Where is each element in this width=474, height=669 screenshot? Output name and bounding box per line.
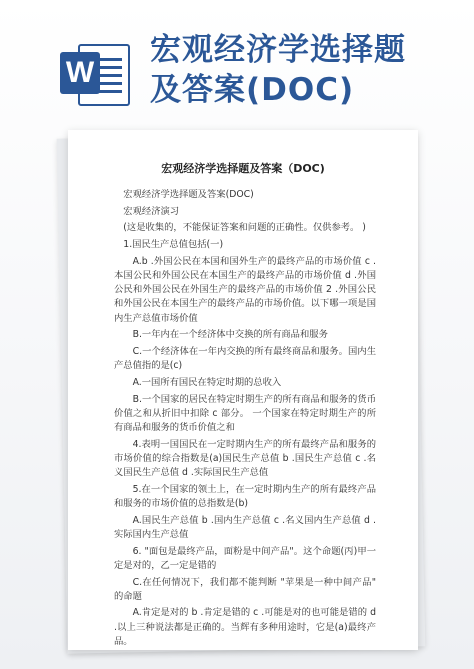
paragraph: 4.表明一国国民在一定时期内生产的所有最终产品和服务的市场价值的综合指数是(a)国民生产总值 b .国民生产总值 c .名义国民生产总值 d .实际国民生产总值 [114,438,376,479]
paragraph: 宏观经济学选择题及答案(DOC) [123,189,254,200]
paragraph: B.一个国家的居民在特定时期生产的所有商品和服务的货币价值之和从折旧中扣除 c 部分。 一个国家在特定时期生产的所有商品和服务的货币价值之和 [114,393,376,434]
paragraph: A.肯定是对的 b .肯定是错的 c .可能是对的也可能是错的 d .以上三种说法都是正确的。当辉有多种用途时，它是(a)最终产品。 [114,607,376,647]
word-document-icon [60,42,128,104]
paragraph: C.一个经济体在一年内交换的所有最终商品和服务。国内生产总值指的是(c) [114,346,376,372]
paragraph: A.b .外国公民在本国和国外生产的最终产品的市场价值 c .本国公民和外国公民在本国生产的最终产品的市场价值 d .外国公民和外国公民在外国生产的最终产品的市场价值 2 .外国公民和外国公民在本国生产的最终产品的市场价值。以下哪一项是国内生产总值市场价值 [114,255,376,324]
banner-title [150,30,460,110]
document-page[interactable] [68,130,418,650]
banner-title-line2: 及答案(DOC) [150,72,355,108]
paragraph: 宏观经济演习 [123,205,180,217]
document-body [114,188,376,652]
paragraph: A.国民生产总值 b .国内生产总值 c .名义国内生产总值 d .实际国内生产总值 [114,514,376,540]
doc-line [98,58,122,61]
paragraph: 6. "面包是最终产品，面粉是中间产品"。这个命题(丙)甲一定是对的，乙一定是错的 [114,545,376,571]
doc-line [98,74,122,77]
paragraph: 5.在一个国家的领土上，在一定时期内生产的所有最终产品和服务的市场价值的总指数是(b) [114,483,376,510]
banner-title-line1: 宏观经济学选择题 [150,32,406,68]
doc-line [98,66,122,69]
word-letter-badge: W [60,52,100,94]
doc-line [98,82,122,85]
doc-line [98,90,122,93]
paragraph: B.一年内在一个经济体中交换的所有商品和服务 [132,329,328,341]
paragraph: (这是收集的，不能保证答案和问题的正确性。仅供参考。 ) [123,222,366,234]
paragraph: C.在任何情况下，我们都不能判断 "苹果是一种中间产品" 的命题 [114,576,376,602]
paragraph: 1.国民生产总值包括(一) [123,239,224,251]
paragraph: A.一国所有国民在特定时期的总收入 [132,376,282,388]
document-title: 宏观经济学选择题及答案（DOC) [161,162,325,175]
